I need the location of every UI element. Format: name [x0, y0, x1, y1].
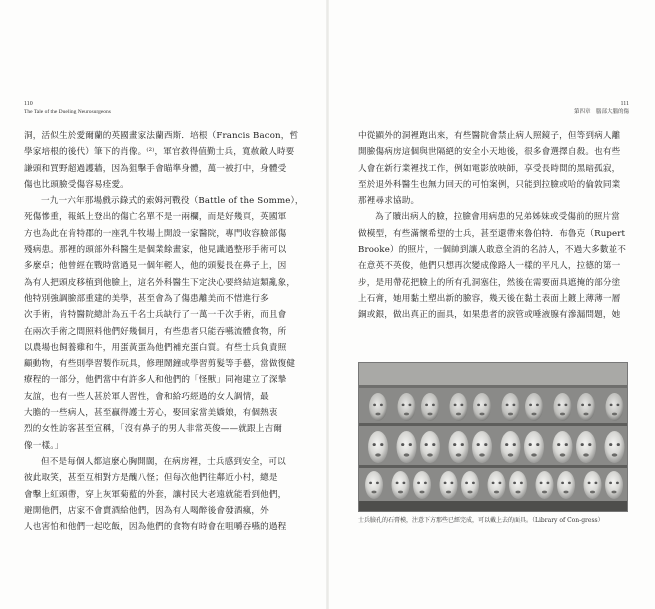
mask-eye	[477, 404, 480, 407]
mask-eye	[465, 482, 468, 485]
mask-mouth	[590, 491, 595, 494]
plaster-mask	[449, 431, 469, 463]
text-line: 療程的一部分，他們當中有許多人和他們的「怪獸」同袍建立了深摯	[24, 375, 287, 386]
plaster-mask	[576, 431, 596, 463]
mask-eye	[536, 443, 539, 446]
mask-eye	[402, 404, 405, 407]
mask-eye	[472, 482, 475, 485]
text-line: 開臉傷病房這個與世隔絕的安全小天地後，很多會選擇自殺。也有些	[358, 147, 621, 158]
mask-mouth	[446, 491, 451, 494]
mask-mouth	[427, 413, 432, 416]
text-line: 為了贖出病人的臉，拉臉會用病患的兄弟姊妹或受傷前的照片當	[375, 212, 620, 223]
text-line: 大膽的一些病人，甚至贏得護士芳心，娶回家當美嬌娘，有個熱衷	[24, 408, 278, 419]
mask-eye	[484, 443, 487, 446]
text-line: 死傷慘重，報紙上登出的傷亡名單不是一兩欄，而是好幾頁，英國軍	[24, 212, 287, 223]
mask-eye	[581, 443, 584, 446]
text-line: 銅或銀，做出真正的面具，如果患者的淚管或唾液腺有滲漏問題，她	[358, 310, 621, 321]
right-running-head: 第四章 腦部大腦的傷	[573, 109, 629, 115]
mask-mouth	[560, 413, 565, 416]
mask-mouth	[467, 491, 472, 494]
mask-mouth	[494, 491, 499, 494]
mask-eye	[461, 443, 464, 446]
plaster-mask	[488, 471, 506, 499]
plaster-mask	[461, 471, 479, 499]
plaster-mask	[554, 393, 572, 421]
text-line: 會擊上紅頭帶，穿上灰軍菊藍的外套，讓村民大老遠就能看到他們，	[24, 489, 287, 500]
plaster-mask	[472, 431, 492, 463]
mask-mouth	[542, 491, 547, 494]
mask-eye	[540, 482, 543, 485]
text-line: 做模型，有些滿懷希望的士兵，甚至還帶來魯伯特．布魯克（Rupert	[358, 228, 626, 239]
text-line: 友誼，也有一些人甚於軍人習性，會和給巧經過的女人調情，最	[24, 391, 269, 402]
mask-mouth	[531, 453, 537, 456]
mask-eye	[609, 482, 612, 485]
mask-eye	[529, 404, 532, 407]
plaster-mask	[369, 393, 387, 421]
plaster-mask	[557, 471, 575, 499]
text-line: 次手術，肯特醫院總計為五千名士兵缺行了一萬一千次手術，而且會	[24, 310, 287, 321]
mask-eye	[594, 482, 597, 485]
mask-eye	[558, 404, 561, 407]
text-line: 方也為此在肯特郡的一座乳牛牧場上開設一家醫院，專門收容臉部傷	[24, 228, 287, 239]
text-line: 顧動物，有些則學習製作玩具，修理鬧鐘或學習剪髮等手藝，當做復健	[24, 359, 296, 370]
mask-eye	[376, 482, 379, 485]
mask-eye	[373, 443, 376, 446]
plaster-mask	[420, 431, 440, 463]
mask-eye	[564, 404, 567, 407]
plaster-mask	[368, 431, 388, 463]
mask-eye	[425, 443, 428, 446]
mask-eye	[401, 443, 404, 446]
right-page-number: 111	[620, 101, 629, 107]
mask-eye	[450, 482, 453, 485]
mask-eye	[610, 404, 613, 407]
mask-eye	[444, 482, 447, 485]
text-line: 至於退外科醫生也無力回天的可怕案例，只能到拉臉或哈的倫敦同業	[358, 179, 621, 190]
mask-eye	[492, 482, 495, 485]
mask-eye	[529, 443, 532, 446]
mask-eye	[396, 482, 399, 485]
mask-mouth	[583, 413, 588, 416]
mask-eye	[561, 482, 564, 485]
text-line: 彼此取笑，甚至互相對方是醜八怪；但每次他們往鄰近小村，總是	[24, 473, 278, 484]
text-line: 烈的女性訪客甚至宣稱，「沒有鼻子的男人非常英俊——就跟上吉爾	[24, 424, 283, 435]
plaster-masks-photo	[358, 362, 628, 512]
mask-mouth	[404, 413, 409, 416]
left-page	[0, 0, 327, 609]
mask-mouth	[560, 453, 566, 456]
text-line: 步，是用帶花把臉上的所有孔洞塞住，然後在需要面具遮掩的部分塗	[358, 277, 621, 288]
mask-mouth	[427, 453, 433, 456]
mask-mouth	[479, 453, 485, 456]
mask-mouth	[583, 453, 589, 456]
mask-eye	[506, 404, 509, 407]
text-line: 中從顯外的洞裡跑出來，有些醫院會禁止病人照鏡子，但等到病人離	[358, 131, 621, 141]
plaster-mask	[365, 471, 383, 499]
mask-eye	[513, 482, 516, 485]
masks-illustration	[359, 363, 628, 512]
plaster-mask	[450, 393, 468, 421]
mask-eye	[453, 443, 456, 446]
mask-eye	[408, 404, 411, 407]
text-line: 但不是每個人都這麼心胸開闊，在病房裡，士兵感到安全，可以	[41, 456, 286, 467]
text-line: 人會在新行業裡找工作，例如電影放映師，享受長時間的黑暗孤寂，	[358, 163, 621, 174]
mask-mouth	[515, 491, 520, 494]
plaster-mask	[577, 393, 595, 421]
photo-caption: 士兵臉孔的石膏模，注意下方那些已經完成，可以戴上去的面具。（Library of Con-gress）	[358, 517, 604, 524]
mask-eye	[588, 482, 591, 485]
mask-eye	[409, 443, 412, 446]
left-running-head: The Tale of the Dueling Neurosurgeons	[24, 109, 111, 115]
left-running-header	[24, 100, 224, 116]
plaster-mask	[606, 393, 624, 421]
right-running-header	[429, 100, 629, 116]
plaster-mask	[421, 393, 439, 421]
plaster-mask	[553, 431, 573, 463]
right-page	[328, 0, 655, 609]
text-line: 謙頭和買野超過護牆，因為狙擊手會瞄準身體，萬一被打中，身體受	[24, 163, 287, 174]
plaster-mask	[536, 471, 554, 499]
mask-eye	[380, 443, 383, 446]
plaster-mask	[605, 431, 625, 463]
mask-mouth	[404, 453, 410, 456]
plaster-mask	[398, 393, 416, 421]
mask-eye	[460, 404, 463, 407]
mask-eye	[512, 404, 515, 407]
plaster-mask	[502, 393, 520, 421]
mask-eye	[498, 482, 501, 485]
mask-mouth	[612, 413, 617, 416]
mask-eye	[588, 404, 591, 407]
plaster-mask	[397, 431, 417, 463]
text-line: 多麼卓；他曾經在戰時當過見一個年輕人，他的頭髮長在鼻子上，因	[24, 261, 287, 272]
mask-eye	[546, 482, 549, 485]
text-line: 那裡尋求協助。	[358, 196, 420, 207]
mask-eye	[617, 443, 620, 446]
mask-eye	[432, 443, 435, 446]
mask-mouth	[375, 413, 380, 416]
plaster-mask	[440, 471, 458, 499]
plaster-mask	[524, 431, 544, 463]
text-line: 傷也比頭臉受傷容易痊愛。	[24, 179, 129, 190]
mask-eye	[581, 404, 584, 407]
mask-mouth	[456, 413, 461, 416]
plaster-mask	[525, 393, 543, 421]
text-line: Brooke）的照片，一個帥到讓人敢意全消的名詩人，不過大多數並不	[358, 245, 627, 256]
text-line: 一九一六年那場戲示錄式的索姆河戰役（Battle of the Somme），	[41, 196, 304, 207]
text-line: 殘病患。那裡的頭部外科醫生是個業餘畫家，他見識過整形手術可以	[24, 245, 287, 256]
mask-eye	[477, 443, 480, 446]
mask-eye	[402, 482, 405, 485]
left-body-text	[24, 128, 309, 535]
mask-eye	[369, 482, 372, 485]
mask-eye	[565, 443, 568, 446]
mask-mouth	[508, 453, 514, 456]
mask-mouth	[371, 491, 376, 494]
mask-eye	[454, 404, 457, 407]
mask-mouth	[611, 491, 616, 494]
text-line: 在意英不英俊，他們只想再次變成像路人一樣的平凡人，拉德的第一	[358, 261, 621, 272]
text-line: 上石膏，她用黏土塑出新的臉容，幾天後在黏土表面上鍍上薄薄一層	[358, 293, 621, 304]
plaster-mask	[413, 471, 431, 499]
plaster-mask	[501, 431, 521, 463]
mask-eye	[616, 482, 619, 485]
mask-mouth	[375, 453, 381, 456]
mask-eye	[568, 482, 571, 485]
plaster-mask	[392, 471, 410, 499]
mask-eye	[425, 404, 428, 407]
text-line: 人也害怕和他們一起吃飯，因為他們的食物有時會在咀嚼吞嚥的過程	[24, 522, 287, 533]
plaster-mask	[509, 471, 527, 499]
mask-eye	[432, 404, 435, 407]
mask-mouth	[508, 413, 513, 416]
mask-mouth	[398, 491, 403, 494]
mask-mouth	[531, 413, 536, 416]
text-line: 他特別強調臉部重建的美學，甚至會為了傷患離美而不惜進行多	[24, 293, 269, 304]
mask-eye	[417, 482, 420, 485]
mask-mouth	[612, 453, 618, 456]
mask-eye	[520, 482, 523, 485]
mask-eye	[588, 443, 591, 446]
plaster-mask	[473, 393, 491, 421]
mask-eye	[505, 443, 508, 446]
mask-eye	[513, 443, 516, 446]
plaster-mask	[605, 471, 623, 499]
text-line: 在兩次手術之間照料他們好幾個月，有些患者只能吞嚥流體食物，所	[24, 326, 287, 337]
right-body-text	[358, 128, 630, 324]
mask-eye	[484, 404, 487, 407]
mask-mouth	[563, 491, 568, 494]
mask-eye	[557, 443, 560, 446]
mask-eye	[616, 404, 619, 407]
mask-eye	[536, 404, 539, 407]
text-line: 像一樣。」	[24, 440, 64, 451]
left-page-number: 110	[24, 101, 33, 107]
text-line: 為有人把頭皮移植到他臉上，這名外科醫生下定決心要終結這類亂象，	[24, 277, 296, 288]
mask-eye	[380, 404, 383, 407]
mask-eye	[424, 482, 427, 485]
mask-eye	[373, 404, 376, 407]
mask-eye	[609, 443, 612, 446]
mask-mouth	[479, 413, 484, 416]
mask-mouth	[456, 453, 462, 456]
mask-mouth	[419, 491, 424, 494]
text-line: 以農場也飼養雞和牛，用蛋黃蛋為他們補充蛋白質。有些士兵負責照	[24, 342, 287, 353]
text-line: 避開他們，店家不會賣酒給他們，因為有人喝醉後會發酒瘋，外	[24, 505, 269, 516]
text-line: 洞，活似生於愛爾蘭的英國畫家法蘭西斯．培根（Francis Bacon，哲	[24, 131, 299, 141]
plaster-mask	[584, 471, 602, 499]
text-line: 學家培根的後代）筆下的肖像。⁽²⁾，軍官救得值勤士兵，寬赦敵人時要	[24, 147, 295, 158]
